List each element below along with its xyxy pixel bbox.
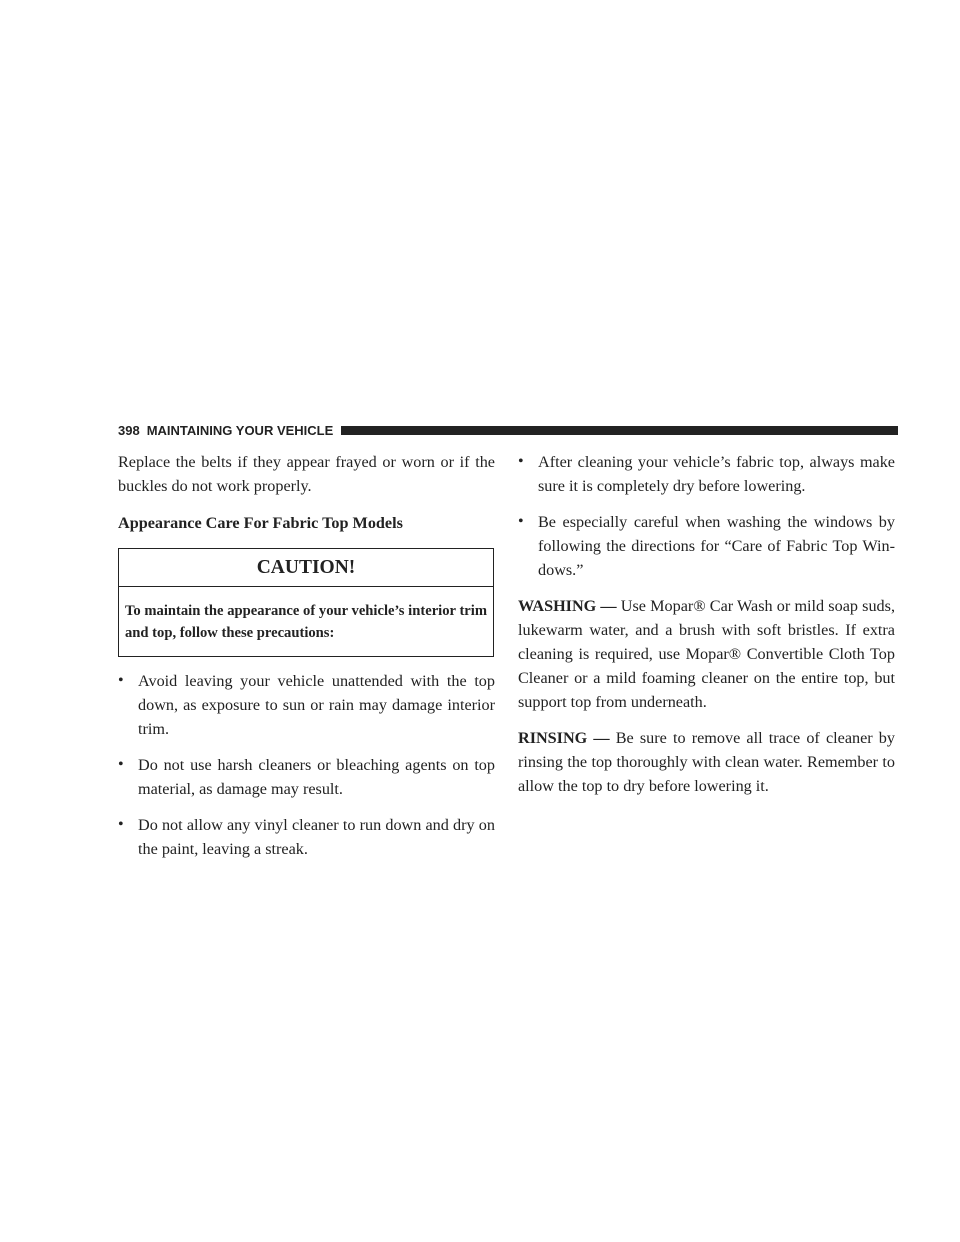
header-rule [341,426,898,435]
rinsing-label: RINSING — [518,729,610,747]
washing-text: Use Mopar® Car Wash or mild soap suds, lukewarm water, and a brush with soft bristles. If extra cleaning is required, use Mopar® Convertible Cloth Top Cleaner or a mild foaming cleaner on the entire top, but support top from underneath. [518,597,895,711]
page-header [118,421,898,439]
caution-title: CAUTION! [119,549,493,587]
right-column [518,450,895,798]
care-list [518,450,895,582]
list-item-text: Do not use harsh cleaners or bleaching agents on top material, as damage may result. [138,756,495,798]
precautions-list [118,669,495,861]
bullet-icon: • [118,756,124,773]
section-heading: Appearance Care For Fabric Top Models [118,514,403,532]
washing-paragraph [518,594,895,714]
list-item [518,450,895,498]
list-item [118,813,495,861]
rinsing-text: Be sure to remove all trace of cleaner by rinsing the top thoroughly with clean water. Remember to allow the top to dry before lowering it. [518,729,895,795]
bullet-icon: • [518,513,524,530]
rinsing-paragraph [518,726,895,798]
bullet-icon: • [118,816,124,833]
list-item-text: After cleaning your vehicle’s fabric top, always make sure it is completely dry before lowering. [538,453,895,495]
list-item-text: Do not allow any vinyl cleaner to run down and dry on the paint, leaving a streak. [138,816,495,858]
washing-label: WASHING — [518,597,617,615]
section-title: MAINTAINING YOUR VEHICLE [146,422,334,438]
intro-paragraph: Replace the belts if they appear frayed or worn or if the buckles do not work properly. [118,453,495,495]
list-item [118,669,495,741]
list-item [518,510,895,582]
page-number: 398 [118,422,140,438]
left-column [118,450,495,861]
caution-box [118,548,494,657]
caution-text: To maintain the appearance of your vehicle’s interior trim and top, follow these precautions: [125,603,487,641]
list-item-text: Be especially careful when washing the windows by following the directions for “Care of Fabric Top Win-dows.” [538,513,895,579]
list-item [118,753,495,801]
list-item-text: Avoid leaving your vehicle unattended with the top down, as exposure to sun or rain may damage interior trim. [138,672,495,738]
bullet-icon: • [118,672,124,689]
bullet-icon: • [518,453,524,470]
